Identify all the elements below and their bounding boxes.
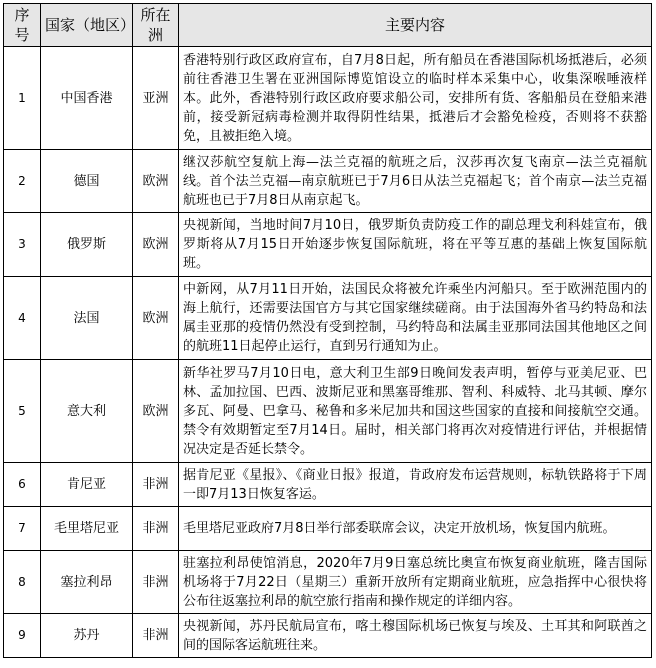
header-country: 国家（地区） [41, 4, 133, 47]
table-row [4, 614, 652, 658]
row-country: 意大利 [41, 360, 133, 463]
row-continent: 非洲 [133, 463, 179, 507]
row-content: 央视新闻，苏丹民航局宣布，喀土穆国际机场已恢复与埃及、土耳其和阿联酋之间的国际客运航班往来。 [179, 614, 652, 658]
row-content: 中新网，从7月11日开始，法国民众将被允许乘坐内河船只。至于欧洲范围内的海上航行，还需要法国官方与其它国家继续磋商。由于法国海外省马约特岛和法属圭亚那的疫情仍然没有受到控制，马约特岛和法属圭亚那同法国其他地区之间的航班11日起停止运行，直到另行通知为止。 [179, 277, 652, 360]
row-country: 苏丹 [41, 614, 133, 658]
row-index: 9 [4, 614, 41, 658]
table-row [4, 507, 652, 551]
row-content: 新华社罗马7月10日电，意大利卫生部9日晚间发表声明，暂停与亚美尼亚、巴林、孟加拉国、巴西、波斯尼亚和黑塞哥维那、智利、科威特、北马其顿、摩尔多瓦、阿曼、巴拿马、秘鲁和多米尼加共和国这些国家的直接和间接航空交通。禁令有效期暂定至7月14日。届时，相关部门将再次对疫情进行评估，并根据情况决定是否延长禁令。 [179, 360, 652, 463]
row-content: 继汉莎航空复航上海—法兰克福的航班之后，汉莎再次复飞南京—法兰克福航线。首个法兰克福—南京航班已于7月6日从法兰克福起飞；首个南京—法兰克福航班也已于7月8日从南京起飞。 [179, 150, 652, 213]
row-continent: 非洲 [133, 551, 179, 614]
row-country: 德国 [41, 150, 133, 213]
table-row [4, 47, 652, 150]
row-index: 8 [4, 551, 41, 614]
row-country: 毛里塔尼亚 [41, 507, 133, 551]
row-country: 俄罗斯 [41, 213, 133, 277]
row-continent: 非洲 [133, 507, 179, 551]
row-continent: 非洲 [133, 614, 179, 658]
table-row [4, 551, 652, 614]
table-row [4, 277, 652, 360]
row-continent: 欧洲 [133, 213, 179, 277]
row-content: 央视新闻，当地时间7月10日，俄罗斯负责防疫工作的副总理戈利科娃宣布，俄罗斯将从7月15日开始逐步恢复国际航班，将在平等互惠的基础上恢复国际航班。 [179, 213, 652, 277]
row-content: 毛里塔尼亚政府7月8日举行部委联席会议，决定开放机场，恢复国内航班。 [179, 507, 652, 551]
row-index: 4 [4, 277, 41, 360]
row-continent: 欧洲 [133, 150, 179, 213]
table-row [4, 213, 652, 277]
header-content: 主要内容 [179, 4, 652, 47]
row-country: 中国香港 [41, 47, 133, 150]
row-index: 2 [4, 150, 41, 213]
row-content: 据肯尼亚《星报》、《商业日报》报道，肯政府发布运营规则，标轨铁路将于下周一即7月13日恢复客运。 [179, 463, 652, 507]
table-row [4, 463, 652, 507]
row-country: 法国 [41, 277, 133, 360]
row-continent: 亚洲 [133, 47, 179, 150]
row-index: 5 [4, 360, 41, 463]
row-continent: 欧洲 [133, 277, 179, 360]
row-continent: 欧洲 [133, 360, 179, 463]
header-index: 序号 [4, 4, 41, 47]
row-index: 1 [4, 47, 41, 150]
table-header-row [4, 4, 652, 47]
row-country: 肯尼亚 [41, 463, 133, 507]
header-continent: 所在洲 [133, 4, 179, 47]
table-row [4, 150, 652, 213]
row-index: 3 [4, 213, 41, 277]
row-index: 6 [4, 463, 41, 507]
row-content: 香港特别行政区政府宣布，自7月8日起，所有船员在香港国际机场抵港后，必须前往香港卫生署在亚洲国际博览馆设立的临时样本采集中心，收集深喉唾液样本。此外，香港特别行政区政府要求船公司，安排所有货、客船船员在登船来港前，接受新冠病毒检测并取得阴性结果，抵港后才会豁免检疫，否则将不获豁免，且被拒绝入境。 [179, 47, 652, 150]
row-index: 7 [4, 507, 41, 551]
policy-table [3, 3, 652, 658]
table-row [4, 360, 652, 463]
row-content: 驻塞拉利昂使馆消息，2020年7月9日塞总统比奥宣布恢复商业航班，隆吉国际机场将于7月22日（星期三）重新开放所有定期商业航班，应急指挥中心很快将公布往返塞拉利昂的航空旅行指南和操作规定的详细内容。 [179, 551, 652, 614]
row-country: 塞拉利昂 [41, 551, 133, 614]
